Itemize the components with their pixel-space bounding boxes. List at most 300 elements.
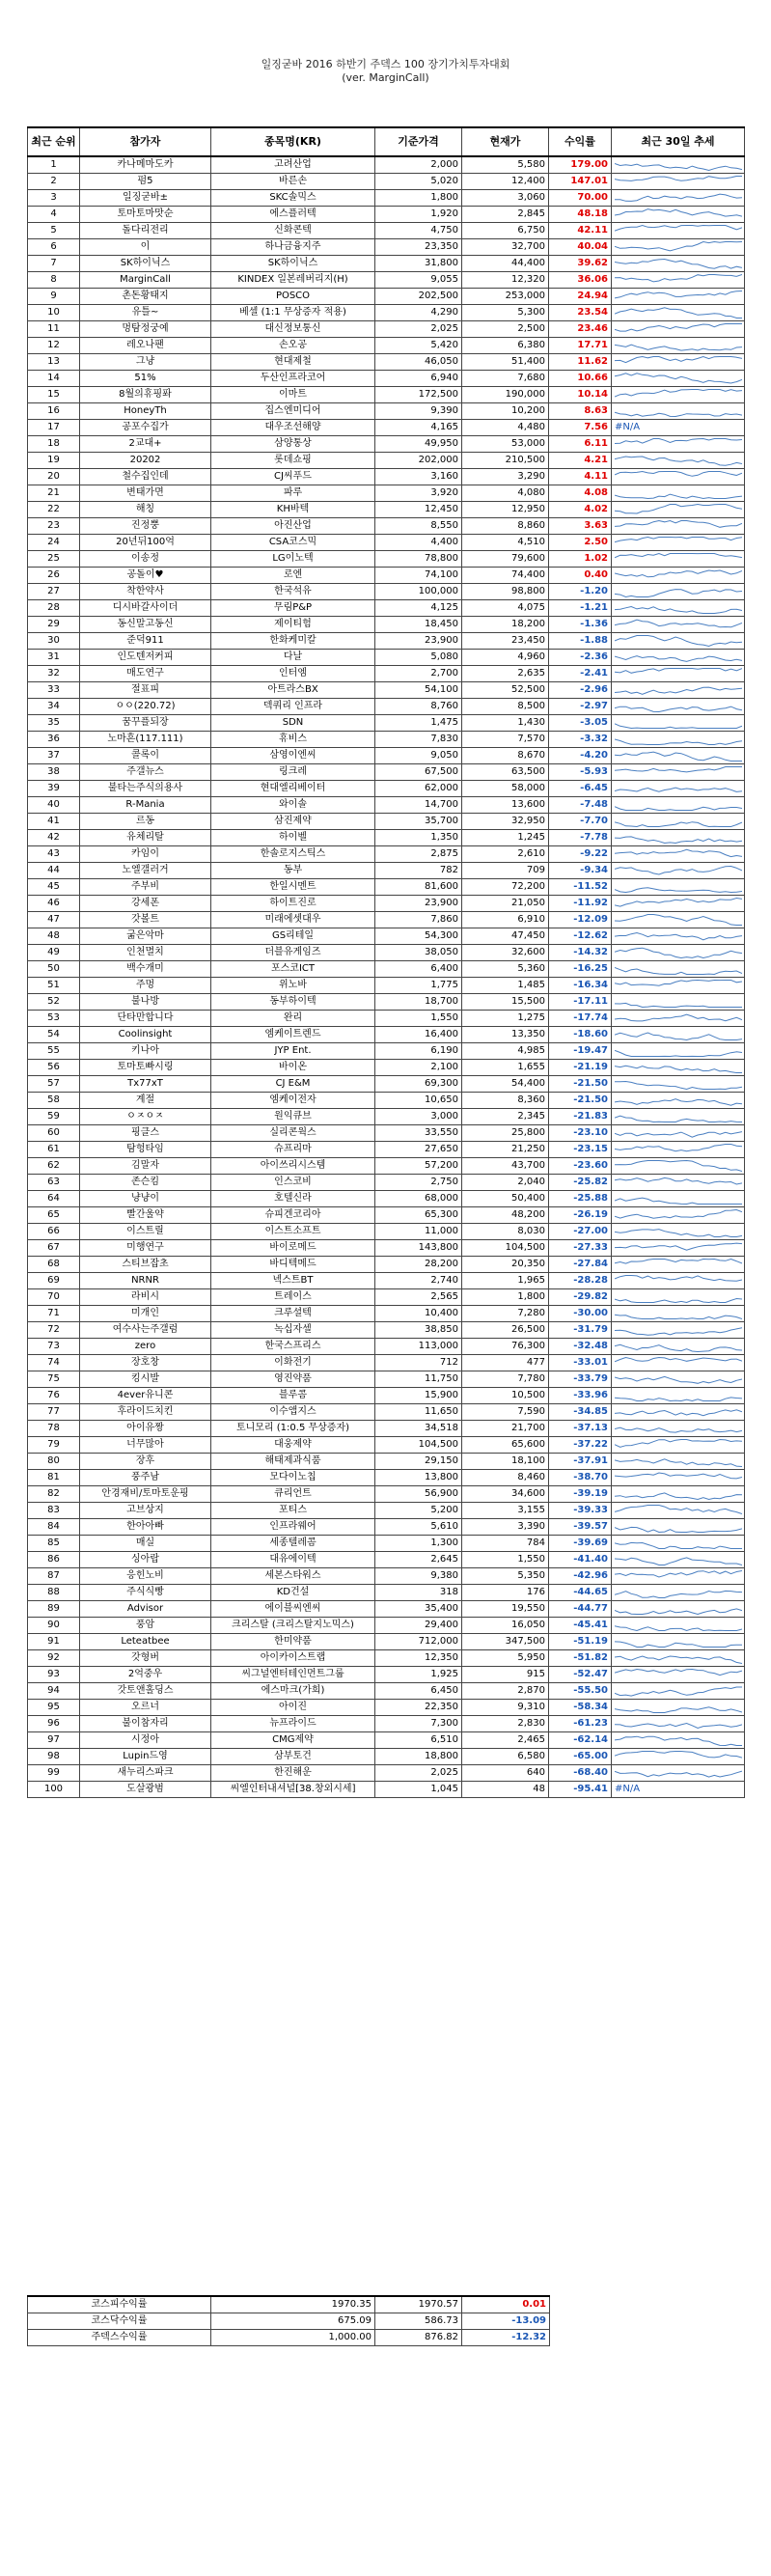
- rank-cell: 61: [28, 1142, 80, 1158]
- current-price-cell: 1,655: [462, 1060, 549, 1076]
- current-price-cell: 3,390: [462, 1519, 549, 1536]
- return-cell: -7.78: [549, 830, 612, 846]
- table-row[interactable]: [28, 682, 745, 699]
- return-cell: -51.19: [549, 1634, 612, 1650]
- table-row[interactable]: [28, 1175, 745, 1191]
- current-price-cell: 5,580: [462, 156, 549, 174]
- rank-cell: 11: [28, 321, 80, 338]
- rank-cell: 56: [28, 1060, 80, 1076]
- stock-name-cell: SKC솔믹스: [211, 190, 375, 207]
- rank-cell: 26: [28, 568, 80, 584]
- table-row[interactable]: [28, 387, 745, 403]
- table-row[interactable]: [28, 1585, 745, 1601]
- trend-cell: [612, 994, 745, 1011]
- sparkline-chart: [615, 404, 742, 418]
- sparkline-line: [615, 226, 742, 232]
- sparkline-chart: [615, 1733, 742, 1747]
- table-row[interactable]: [28, 1093, 745, 1109]
- table-row[interactable]: [28, 1618, 745, 1634]
- stock-name-cell: 한진해운: [211, 1765, 375, 1782]
- table-row[interactable]: [28, 1371, 745, 1388]
- participant-cell: 갓볼트: [80, 912, 211, 928]
- table-row[interactable]: [28, 207, 745, 223]
- participant-cell: 공돌이♥: [80, 568, 211, 584]
- stock-name-cell: 슈프리마: [211, 1142, 375, 1158]
- stock-name-cell: 이스트소프트: [211, 1224, 375, 1240]
- base-price-cell: 23,350: [375, 239, 462, 256]
- table-row[interactable]: [28, 1289, 745, 1306]
- sparkline-chart: [615, 798, 742, 812]
- table-row[interactable]: [28, 1109, 745, 1125]
- sparkline-line: [615, 669, 742, 674]
- sparkline-chart: [615, 831, 742, 845]
- sparkline-chart: [615, 1750, 742, 1763]
- return-cell: -11.92: [549, 896, 612, 912]
- trend-cell: [612, 1437, 745, 1454]
- table-row[interactable]: [28, 1470, 745, 1486]
- table-row[interactable]: [28, 1486, 745, 1503]
- table-row[interactable]: [28, 1683, 745, 1700]
- trend-cell: [612, 338, 745, 354]
- sparkline-chart: [615, 454, 742, 467]
- current-price-cell: 5,350: [462, 1568, 549, 1585]
- return-cell: -33.79: [549, 1371, 612, 1388]
- current-price-cell: 32,950: [462, 814, 549, 830]
- participant-cell: 그냥: [80, 354, 211, 371]
- table-row[interactable]: [28, 1519, 745, 1536]
- participant-cell: 불타는주식의용사: [80, 781, 211, 797]
- summary-current-cell: 586.73: [375, 2313, 462, 2330]
- table-row[interactable]: [28, 256, 745, 272]
- table-row[interactable]: [28, 1404, 745, 1421]
- return-cell: -44.65: [549, 1585, 612, 1601]
- return-cell: -5.93: [549, 764, 612, 781]
- participant-cell: 장후: [80, 1454, 211, 1470]
- table-row[interactable]: [28, 1060, 745, 1076]
- participant-cell: 동신말고동신: [80, 617, 211, 633]
- return-cell: -33.96: [549, 1388, 612, 1404]
- table-row[interactable]: [28, 453, 745, 469]
- current-price-cell: 7,570: [462, 732, 549, 748]
- table-row[interactable]: [28, 797, 745, 814]
- return-cell: -95.41: [549, 1782, 612, 1798]
- col-header-rank[interactable]: 최근 순위: [28, 127, 80, 156]
- current-price-cell: 3,060: [462, 190, 549, 207]
- table-row[interactable]: [28, 1421, 745, 1437]
- current-price-cell: 6,380: [462, 338, 549, 354]
- return-cell: -65.00: [549, 1749, 612, 1765]
- current-price-cell: 4,480: [462, 420, 549, 436]
- table-row[interactable]: [28, 1125, 745, 1142]
- table-row[interactable]: [28, 1224, 745, 1240]
- base-price-cell: 10,650: [375, 1093, 462, 1109]
- participant-cell: 킹시발: [80, 1371, 211, 1388]
- stock-name-cell: CJ씨푸드: [211, 469, 375, 485]
- sparkline-line: [615, 981, 742, 986]
- stock-name-cell: 신화콘텍: [211, 223, 375, 239]
- table-row[interactable]: [28, 584, 745, 600]
- table-row[interactable]: [28, 272, 745, 289]
- trend-cell: [612, 1765, 745, 1782]
- table-row[interactable]: [28, 289, 745, 305]
- stock-name-cell: 넥스트BT: [211, 1273, 375, 1289]
- stock-name-cell: 세종텔레콤: [211, 1536, 375, 1552]
- table-row[interactable]: [28, 1043, 745, 1060]
- sparkline-chart: [615, 339, 742, 352]
- trend-na-cell: #N/A: [612, 420, 745, 436]
- current-price-cell: 53,000: [462, 436, 549, 453]
- stock-name-cell: 삼영이엔씨: [211, 748, 375, 764]
- stock-name-cell: 모다이노칩: [211, 1470, 375, 1486]
- table-row[interactable]: [28, 1011, 745, 1027]
- current-price-cell: 5,950: [462, 1650, 549, 1667]
- sparkline-line: [615, 1527, 742, 1532]
- sparkline-chart: [615, 1143, 742, 1156]
- rank-cell: 23: [28, 518, 80, 535]
- participant-cell: 인도텐저커피: [80, 650, 211, 666]
- table-row[interactable]: [28, 1667, 745, 1683]
- return-cell: -23.15: [549, 1142, 612, 1158]
- table-row[interactable]: [28, 1650, 745, 1667]
- sparkline-line: [615, 1656, 742, 1664]
- rank-cell: 97: [28, 1732, 80, 1749]
- base-price-cell: 5,080: [375, 650, 462, 666]
- table-row[interactable]: [28, 1700, 745, 1716]
- sparkline-line: [615, 724, 742, 729]
- base-price-cell: 11,650: [375, 1404, 462, 1421]
- sparkline-line: [615, 752, 742, 761]
- current-price-cell: 2,635: [462, 666, 549, 682]
- table-row[interactable]: [28, 502, 745, 518]
- rank-cell: 33: [28, 682, 80, 699]
- base-price-cell: 23,900: [375, 633, 462, 650]
- stock-name-cell: 아이쓰리시스템: [211, 1158, 375, 1175]
- table-row[interactable]: [28, 1388, 745, 1404]
- participant-cell: 유체리탈: [80, 830, 211, 846]
- table-row[interactable]: [28, 223, 745, 239]
- base-price-cell: 2,740: [375, 1273, 462, 1289]
- stock-name-cell: 대신정보통신: [211, 321, 375, 338]
- sparkline-chart: [615, 1340, 742, 1353]
- stock-name-cell: KD건설: [211, 1585, 375, 1601]
- return-cell: -52.47: [549, 1667, 612, 1683]
- rank-cell: 6: [28, 239, 80, 256]
- return-cell: 179.00: [549, 156, 612, 174]
- col-header-base-price[interactable]: 기준가격: [375, 127, 462, 156]
- stock-name-cell: 아이카이스트랩: [211, 1650, 375, 1667]
- participant-cell: 철수집인데: [80, 469, 211, 485]
- sparkline-chart: [615, 1356, 742, 1370]
- stock-name-cell: KH바텍: [211, 502, 375, 518]
- col-header-current-price[interactable]: 현재가: [462, 127, 549, 156]
- table-row[interactable]: [28, 535, 745, 551]
- table-row[interactable]: [28, 764, 745, 781]
- participant-cell: 착한약사: [80, 584, 211, 600]
- stock-name-cell: 아이진: [211, 1700, 375, 1716]
- return-cell: -39.69: [549, 1536, 612, 1552]
- sparkline-line: [615, 374, 742, 383]
- table-row[interactable]: [28, 830, 745, 846]
- table-row[interactable]: [28, 912, 745, 928]
- table-row[interactable]: [28, 1634, 745, 1650]
- col-header-trend[interactable]: 최근 30일 추세: [612, 127, 745, 156]
- rank-cell: 40: [28, 797, 80, 814]
- sparkline-chart: [615, 765, 742, 779]
- sparkline-chart: [615, 929, 742, 943]
- trend-cell: [612, 633, 745, 650]
- rank-cell: 76: [28, 1388, 80, 1404]
- participant-cell: 계절: [80, 1093, 211, 1109]
- base-price-cell: 1,350: [375, 830, 462, 846]
- table-row[interactable]: [28, 1322, 745, 1339]
- current-price-cell: 1,965: [462, 1273, 549, 1289]
- sparkline-line: [615, 357, 742, 363]
- stock-name-cell: 아진산업: [211, 518, 375, 535]
- base-price-cell: 6,510: [375, 1732, 462, 1749]
- base-price-cell: 2,025: [375, 1765, 462, 1782]
- sparkline-line: [615, 1542, 742, 1548]
- sparkline-line: [615, 457, 742, 465]
- table-row[interactable]: [28, 600, 745, 617]
- stock-name-cell: CJ E&M: [211, 1076, 375, 1093]
- sparkline-chart: [615, 503, 742, 516]
- participant-cell: 2교대+: [80, 436, 211, 453]
- stock-name-cell: 엠케이트렌드: [211, 1027, 375, 1043]
- sparkline-line: [615, 505, 742, 514]
- sparkline-line: [615, 1344, 742, 1351]
- participant-cell: 스티브잡초: [80, 1257, 211, 1273]
- table-row[interactable]: [28, 1601, 745, 1618]
- table-row[interactable]: [28, 699, 745, 715]
- return-cell: -9.22: [549, 846, 612, 863]
- participant-cell: 풍암: [80, 1618, 211, 1634]
- table-row[interactable]: [28, 1716, 745, 1732]
- table-row[interactable]: [28, 239, 745, 256]
- current-price-cell: 21,700: [462, 1421, 549, 1437]
- table-row[interactable]: [28, 1355, 745, 1371]
- table-row[interactable]: [28, 1536, 745, 1552]
- current-price-cell: 44,400: [462, 256, 549, 272]
- table-row[interactable]: [28, 518, 745, 535]
- current-price-cell: 10,500: [462, 1388, 549, 1404]
- base-price-cell: 202,500: [375, 289, 462, 305]
- participant-cell: 미행연구: [80, 1240, 211, 1257]
- table-row[interactable]: [28, 896, 745, 912]
- table-row[interactable]: [28, 1782, 745, 1798]
- participant-cell: 오르너: [80, 1700, 211, 1716]
- base-price-cell: 14,700: [375, 797, 462, 814]
- sparkline-line: [615, 1082, 742, 1090]
- table-row[interactable]: [28, 1454, 745, 1470]
- table-row[interactable]: [28, 617, 745, 633]
- table-row[interactable]: [28, 994, 745, 1011]
- participant-cell: 주식식빵: [80, 1585, 211, 1601]
- trend-cell: [612, 1749, 745, 1765]
- rank-cell: 15: [28, 387, 80, 403]
- sparkline-chart: [615, 1225, 742, 1238]
- participant-cell: SK하이닉스: [80, 256, 211, 272]
- rank-cell: 29: [28, 617, 80, 633]
- table-row[interactable]: [28, 1306, 745, 1322]
- table-row[interactable]: [28, 436, 745, 453]
- return-cell: -7.70: [549, 814, 612, 830]
- sparkline-line: [615, 1724, 742, 1729]
- current-price-cell: 13,600: [462, 797, 549, 814]
- table-row[interactable]: [28, 1273, 745, 1289]
- table-row[interactable]: [28, 1257, 745, 1273]
- participant-cell: 카임이: [80, 846, 211, 863]
- table-row[interactable]: [28, 715, 745, 732]
- table-row[interactable]: [28, 403, 745, 420]
- table-row[interactable]: [28, 879, 745, 896]
- sparkline-chart: [615, 552, 742, 566]
- table-row[interactable]: [28, 863, 745, 879]
- table-row[interactable]: [28, 1207, 745, 1224]
- current-price-cell: 7,590: [462, 1404, 549, 1421]
- sparkline-line: [615, 849, 742, 856]
- summary-return-cell: -13.09: [462, 2313, 550, 2330]
- rank-cell: 12: [28, 338, 80, 354]
- table-row[interactable]: [28, 568, 745, 584]
- current-price-cell: 51,400: [462, 354, 549, 371]
- stock-name-cell: 휴비스: [211, 732, 375, 748]
- trend-cell: [612, 617, 745, 633]
- table-row[interactable]: [28, 469, 745, 485]
- base-price-cell: 1,475: [375, 715, 462, 732]
- trend-cell: [612, 1076, 745, 1093]
- participant-cell: 키나아: [80, 1043, 211, 1060]
- stock-name-cell: 고려산업: [211, 156, 375, 174]
- sparkline-chart: [615, 651, 742, 664]
- table-row[interactable]: [28, 1076, 745, 1093]
- table-row[interactable]: [28, 354, 745, 371]
- table-row[interactable]: [28, 650, 745, 666]
- return-cell: 11.62: [549, 354, 612, 371]
- participant-cell: 매실: [80, 1536, 211, 1552]
- col-header-participant[interactable]: 참가자: [80, 127, 211, 156]
- base-price-cell: 18,700: [375, 994, 462, 1011]
- participant-cell: ㅇㅇ(220.72): [80, 699, 211, 715]
- table-row[interactable]: [28, 321, 745, 338]
- table-row[interactable]: [28, 1749, 745, 1765]
- table-row[interactable]: [28, 1765, 745, 1782]
- participant-cell: 라비시: [80, 1289, 211, 1306]
- return-cell: -3.32: [549, 732, 612, 748]
- table-row[interactable]: [28, 1339, 745, 1355]
- table-row[interactable]: [28, 1142, 745, 1158]
- rank-cell: 46: [28, 896, 80, 912]
- sparkline-line: [615, 345, 742, 350]
- table-row[interactable]: [28, 338, 745, 354]
- table-row[interactable]: [28, 156, 745, 174]
- base-price-cell: 15,900: [375, 1388, 462, 1404]
- table-row[interactable]: [28, 305, 745, 321]
- table-row[interactable]: [28, 961, 745, 978]
- stock-name-cell: SK하이닉스: [211, 256, 375, 272]
- participant-cell: 후라이드치킨: [80, 1404, 211, 1421]
- sparkline-line: [615, 1161, 742, 1172]
- table-row[interactable]: [28, 551, 745, 568]
- table-row[interactable]: [28, 1191, 745, 1207]
- base-price-cell: 8,760: [375, 699, 462, 715]
- table-row[interactable]: [28, 190, 745, 207]
- rank-cell: 74: [28, 1355, 80, 1371]
- sparkline-line: [615, 1315, 742, 1318]
- table-row[interactable]: [28, 1552, 745, 1568]
- return-cell: -26.19: [549, 1207, 612, 1224]
- rank-cell: 95: [28, 1700, 80, 1716]
- table-row[interactable]: [28, 371, 745, 387]
- table-row[interactable]: [28, 1568, 745, 1585]
- participant-cell: 변태가면: [80, 485, 211, 502]
- stock-name-cell: 씨그널엔터테인먼트그룹: [211, 1667, 375, 1683]
- table-row[interactable]: [28, 846, 745, 863]
- table-row[interactable]: [28, 666, 745, 682]
- sparkline-chart: [615, 1619, 742, 1632]
- table-row[interactable]: [28, 1732, 745, 1749]
- sparkline-line: [615, 177, 742, 181]
- table-row[interactable]: [28, 174, 745, 190]
- sparkline-line: [615, 538, 742, 542]
- sparkline-chart: [615, 749, 742, 762]
- base-price-cell: 4,400: [375, 535, 462, 551]
- current-price-cell: 63,500: [462, 764, 549, 781]
- trend-cell: [612, 1568, 745, 1585]
- table-row[interactable]: [28, 1158, 745, 1175]
- sparkline-chart: [615, 486, 742, 500]
- table-row[interactable]: [28, 781, 745, 797]
- col-header-stock[interactable]: 종목명(KR): [211, 127, 375, 156]
- table-row[interactable]: [28, 633, 745, 650]
- current-price-cell: 16,050: [462, 1618, 549, 1634]
- table-row[interactable]: [28, 1437, 745, 1454]
- sparkline-chart: [615, 667, 742, 680]
- table-row[interactable]: [28, 928, 745, 945]
- table-row[interactable]: [28, 1503, 745, 1519]
- stock-name-cell: 현대엘리베이터: [211, 781, 375, 797]
- participant-cell: 냥냥이: [80, 1191, 211, 1207]
- sparkline-line: [615, 1014, 742, 1021]
- rank-cell: 89: [28, 1601, 80, 1618]
- return-cell: 24.94: [549, 289, 612, 305]
- participant-cell: 시정아: [80, 1732, 211, 1749]
- table-row[interactable]: [28, 420, 745, 436]
- col-header-return[interactable]: 수익률: [549, 127, 612, 156]
- table-row[interactable]: [28, 485, 745, 502]
- current-price-cell: 26,500: [462, 1322, 549, 1339]
- rank-cell: 67: [28, 1240, 80, 1257]
- base-price-cell: 27,650: [375, 1142, 462, 1158]
- table-row[interactable]: [28, 945, 745, 961]
- participant-cell: 8월의휴핑퐈: [80, 387, 211, 403]
- current-price-cell: 4,075: [462, 600, 549, 617]
- participant-cell: 2억중우: [80, 1667, 211, 1683]
- table-row[interactable]: [28, 748, 745, 764]
- current-price-cell: 79,600: [462, 551, 549, 568]
- table-row[interactable]: [28, 1240, 745, 1257]
- sparkline-chart: [615, 1537, 742, 1550]
- rank-cell: 19: [28, 453, 80, 469]
- table-row[interactable]: [28, 732, 745, 748]
- sparkline-line: [615, 1066, 742, 1072]
- sparkline-line: [615, 1145, 742, 1151]
- trend-cell: [612, 190, 745, 207]
- table-row[interactable]: [28, 978, 745, 994]
- table-row[interactable]: [28, 814, 745, 830]
- return-cell: -2.96: [549, 682, 612, 699]
- table-row[interactable]: [28, 1027, 745, 1043]
- stock-name-cell: 바른손: [211, 174, 375, 190]
